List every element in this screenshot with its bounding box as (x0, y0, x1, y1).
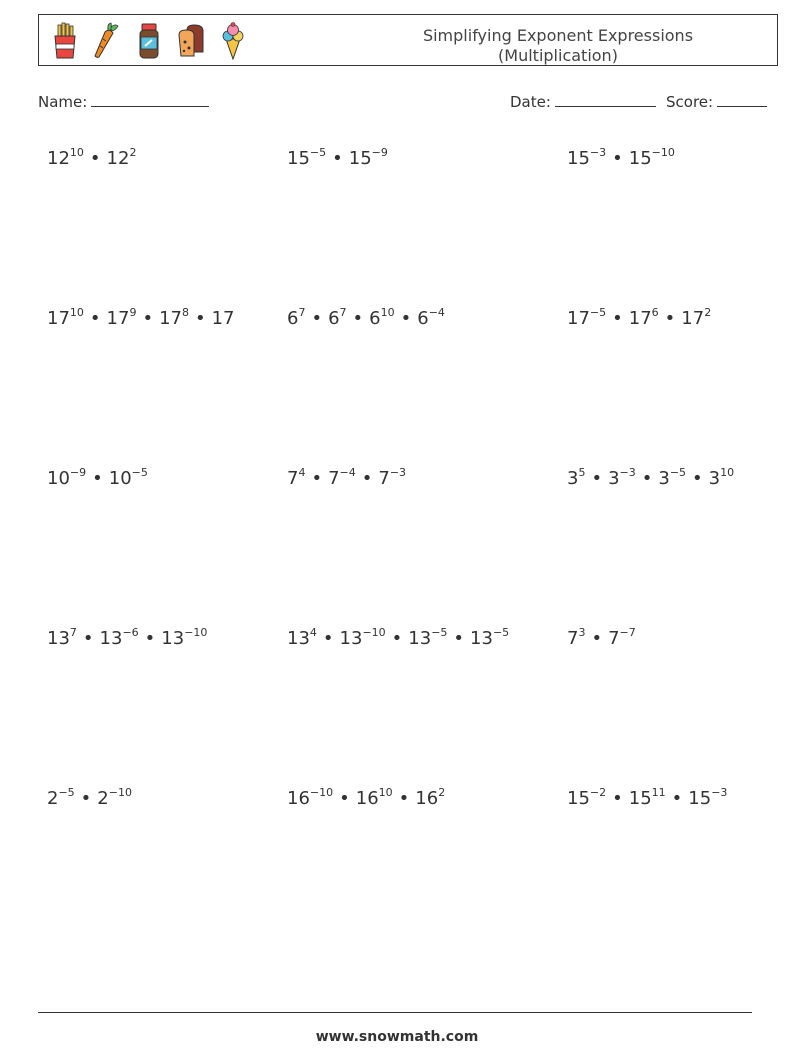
exponent: 6 (651, 306, 659, 319)
base: 13 (339, 628, 363, 649)
multiply-operator: • (80, 788, 92, 809)
exponent: 10 (378, 786, 393, 799)
multiply-operator: • (322, 628, 334, 649)
problem-row (47, 148, 767, 308)
power-term (417, 308, 445, 329)
exponent: −5 (669, 466, 687, 479)
exponent: −3 (711, 786, 728, 799)
problem-expression (567, 788, 727, 809)
power-term (567, 308, 606, 329)
exponent: 2 (129, 146, 137, 159)
power-term (567, 628, 585, 649)
problem-expression (47, 308, 235, 329)
problem-expression (567, 468, 734, 489)
exponent: −7 (619, 626, 636, 639)
problem-row (47, 628, 767, 788)
carrot-icon (91, 22, 123, 60)
base: 6 (369, 308, 381, 329)
power-term (47, 308, 84, 329)
base: 3 (567, 468, 579, 489)
exponent: −9 (69, 466, 87, 479)
base: 17 (106, 308, 130, 329)
base: 6 (287, 308, 299, 329)
base: 13 (47, 628, 70, 649)
problem-grid (47, 148, 767, 948)
power-term (608, 468, 636, 489)
exponent: −3 (589, 146, 607, 159)
power-term (356, 788, 393, 809)
multiply-operator: • (311, 468, 323, 489)
problem-expression (47, 468, 148, 489)
power-term (47, 148, 84, 169)
power-term (340, 628, 386, 649)
base: 7 (378, 468, 390, 489)
power-term (287, 628, 317, 649)
power-term (629, 788, 666, 809)
power-term (328, 468, 356, 489)
multiply-operator: • (194, 308, 206, 329)
base: 3 (658, 468, 670, 489)
problem-expression (567, 628, 636, 649)
base: 15 (628, 148, 652, 169)
multiply-operator: • (664, 308, 676, 329)
title-line-1: Simplifying Exponent Expressions (422, 26, 694, 45)
base: 12 (47, 148, 70, 169)
problem-expression (47, 788, 132, 809)
multiply-operator: • (339, 788, 350, 809)
power-term (47, 468, 86, 489)
base: 17 (159, 308, 182, 329)
power-term (408, 628, 447, 649)
exponent: −6 (122, 626, 139, 639)
base: 16 (415, 788, 439, 809)
multiply-operator: • (89, 148, 101, 169)
base: 17 (47, 308, 70, 329)
base: 15 (348, 148, 372, 169)
multiply-operator: • (332, 148, 343, 169)
multiply-operator: • (671, 788, 683, 809)
multiply-operator: • (692, 468, 703, 489)
problem-expression (567, 308, 711, 329)
base: 6 (417, 308, 429, 329)
footer-divider (38, 1012, 752, 1013)
power-term (47, 788, 75, 809)
base: 7 (608, 628, 620, 649)
multiply-operator: • (89, 308, 101, 329)
base: 15 (688, 788, 712, 809)
power-term (212, 308, 235, 329)
exponent: 10 (69, 146, 84, 159)
score-label: Score: (666, 93, 714, 111)
base: 13 (99, 628, 123, 649)
base: 15 (567, 148, 590, 169)
multiply-operator: • (92, 468, 103, 489)
power-term (608, 628, 636, 649)
power-term (378, 468, 406, 489)
multiply-operator: • (352, 308, 364, 329)
exponent: −5 (309, 146, 327, 159)
base: 10 (108, 468, 132, 489)
power-term (629, 148, 675, 169)
problem-expression (287, 308, 445, 329)
exponent: 2 (438, 786, 446, 799)
multiply-operator: • (612, 308, 623, 329)
exponent: −10 (651, 146, 675, 159)
base: 15 (628, 788, 652, 809)
multiply-operator: • (361, 468, 373, 489)
power-term (287, 788, 333, 809)
base: 7 (287, 468, 299, 489)
exponent: −5 (589, 306, 607, 319)
multiply-operator: • (591, 628, 603, 649)
base: 16 (355, 788, 379, 809)
power-term (47, 628, 77, 649)
base: 7 (567, 628, 579, 649)
power-term (567, 468, 585, 489)
score-field[interactable] (666, 92, 767, 111)
exponent: −4 (339, 466, 356, 479)
score-blank[interactable] (717, 92, 767, 107)
base: 13 (161, 628, 185, 649)
multiply-operator: • (398, 788, 410, 809)
base: 2 (47, 788, 59, 809)
base: 17 (681, 308, 705, 329)
name-field[interactable] (38, 92, 209, 111)
base: 3 (608, 468, 620, 489)
exponent: −10 (309, 786, 334, 799)
jar-icon (133, 22, 165, 60)
multiply-operator: • (400, 308, 412, 329)
power-term (567, 788, 606, 809)
power-term (107, 148, 137, 169)
problem-expression (47, 148, 136, 169)
title-line-2: (Multiplication) (498, 46, 618, 65)
exponent: 7 (69, 626, 77, 639)
exponent: −5 (58, 786, 75, 799)
exponent: −10 (362, 626, 386, 639)
power-term (470, 628, 509, 649)
date-blank[interactable] (555, 92, 656, 107)
exponent: −10 (184, 626, 208, 639)
base: 12 (106, 148, 130, 169)
base: 13 (470, 628, 493, 649)
exponent: 11 (651, 786, 666, 799)
exponent: 4 (298, 466, 306, 479)
icon-strip (49, 22, 249, 60)
base: 2 (97, 788, 109, 809)
problem-expression (287, 148, 388, 169)
exponent: 10 (720, 466, 735, 479)
problem-expression (287, 628, 509, 649)
exponent: 10 (69, 306, 84, 319)
power-term (97, 788, 132, 809)
problem-expression (47, 628, 207, 649)
multiply-operator: • (612, 148, 623, 169)
problem-expression (567, 148, 675, 169)
power-term (161, 628, 207, 649)
exponent: −4 (428, 306, 445, 319)
power-term (681, 308, 711, 329)
base: 15 (567, 788, 590, 809)
multiply-operator: • (311, 308, 323, 329)
multiply-operator: • (82, 628, 94, 649)
power-term (658, 468, 686, 489)
fries-icon (49, 22, 81, 60)
base: 3 (708, 468, 721, 489)
power-term (100, 628, 139, 649)
problem-row (47, 308, 767, 468)
name-label: Name: (38, 93, 88, 111)
power-term (567, 148, 606, 169)
base: 10 (47, 468, 70, 489)
multiply-operator: • (453, 628, 465, 649)
power-term (287, 308, 305, 329)
exponent: −10 (108, 786, 132, 799)
exponent: −5 (492, 626, 510, 639)
exponent: 7 (339, 306, 347, 319)
exponent: 4 (309, 626, 317, 639)
power-term (328, 308, 346, 329)
problem-row (47, 788, 767, 948)
exponent: 9 (129, 306, 137, 319)
footer-url[interactable]: www.snowmath.com (315, 1029, 479, 1045)
base: 13 (408, 628, 432, 649)
problem-expression (287, 788, 445, 809)
base: 7 (328, 468, 340, 489)
multiply-operator: • (612, 788, 623, 809)
power-term (107, 308, 137, 329)
multiply-operator: • (144, 628, 156, 649)
power-term (629, 308, 659, 329)
worksheet-header (38, 14, 778, 66)
exponent: −2 (589, 786, 607, 799)
exponent: 3 (578, 626, 586, 639)
date-field[interactable] (510, 92, 656, 111)
exponent: 2 (704, 306, 712, 319)
power-term (287, 148, 326, 169)
power-term (349, 148, 388, 169)
name-blank[interactable] (91, 92, 209, 107)
base: 17 (567, 308, 590, 329)
base: 16 (287, 788, 310, 809)
exponent: 7 (298, 306, 306, 319)
base: 17 (211, 308, 235, 329)
base: 15 (287, 148, 310, 169)
multiply-operator: • (142, 308, 154, 329)
problem-expression (287, 468, 406, 489)
exponent: −9 (371, 146, 388, 159)
base: 6 (328, 308, 340, 329)
exponent: −5 (131, 466, 148, 479)
multiply-operator: • (641, 468, 653, 489)
problem-row (47, 468, 767, 628)
power-term (159, 308, 189, 329)
exponent: −3 (619, 466, 636, 479)
exponent: −3 (389, 466, 407, 479)
worksheet-title (339, 26, 777, 66)
exponent: 5 (578, 466, 586, 479)
power-term (369, 308, 394, 329)
multiply-operator: • (391, 628, 403, 649)
power-term (688, 788, 727, 809)
toast-icon (175, 22, 207, 60)
base: 17 (628, 308, 652, 329)
date-label: Date: (510, 93, 551, 111)
power-term (415, 788, 445, 809)
base: 13 (287, 628, 310, 649)
power-term (109, 468, 148, 489)
exponent: 10 (380, 306, 395, 319)
power-term (709, 468, 734, 489)
ice-cream-icon (217, 22, 249, 60)
exponent: 8 (181, 306, 189, 319)
multiply-operator: • (591, 468, 603, 489)
power-term (287, 468, 305, 489)
exponent: −5 (431, 626, 448, 639)
